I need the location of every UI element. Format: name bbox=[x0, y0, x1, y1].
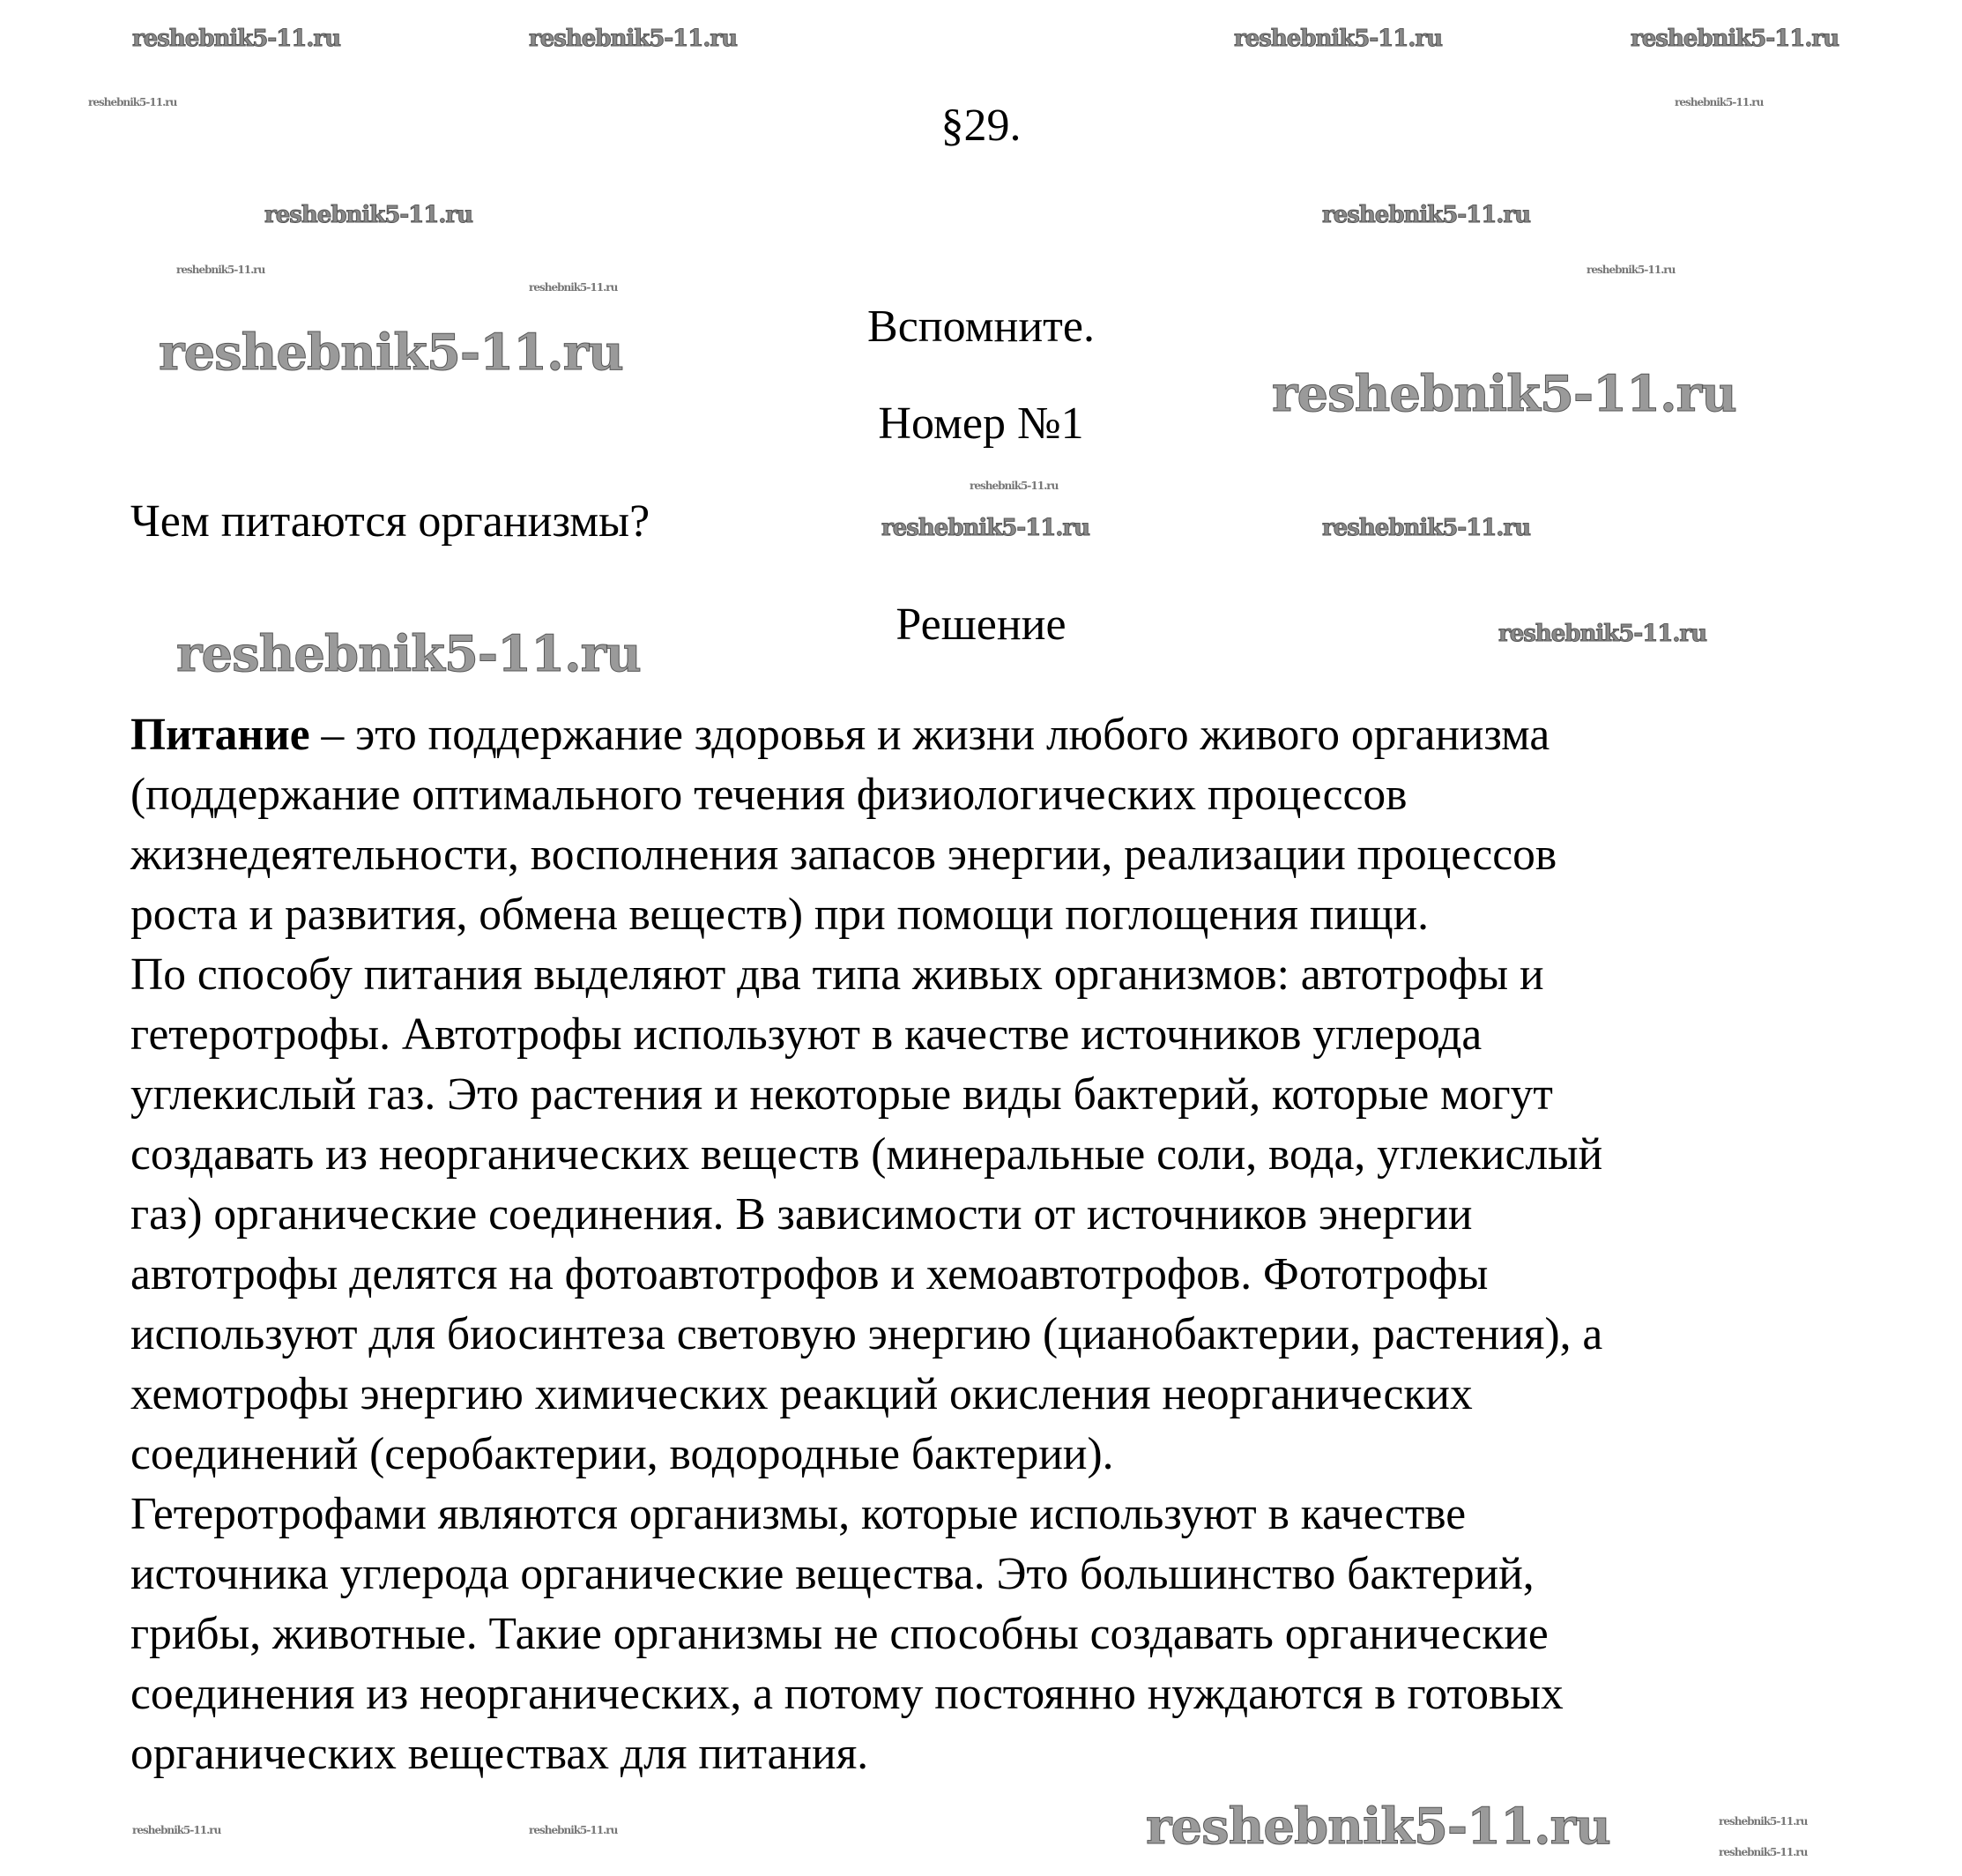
answer-line: используют для биосинтеза световую энергию (цианобактерии, растения), а bbox=[130, 1309, 1603, 1359]
watermark: reshebnik5-11.ru bbox=[529, 26, 738, 52]
watermark: reshebnik5-11.ru bbox=[1498, 621, 1707, 647]
answer-line: жизнедеятельности, восполнения запасов энергии, реализации процессов bbox=[130, 830, 1557, 880]
watermark: reshebnik5-11.ru bbox=[970, 480, 1059, 492]
watermark: reshebnik5-11.ru bbox=[176, 625, 641, 683]
watermark: reshebnik5-11.ru bbox=[176, 264, 265, 276]
answer-line: роста и развития, обмена веществ) при помощи поглощения пищи. bbox=[130, 890, 1430, 940]
watermark: reshebnik5-11.ru bbox=[1675, 96, 1764, 108]
answer-line: автотрофы делятся на фотоавтотрофов и хемоавтотрофов. Фототрофы bbox=[130, 1249, 1489, 1299]
watermark: reshebnik5-11.ru bbox=[1587, 264, 1676, 276]
watermark: reshebnik5-11.ru bbox=[1322, 202, 1531, 228]
line-text: – это поддержание здоровья и жизни любого живого организма bbox=[309, 710, 1550, 760]
solution-label: Решение bbox=[896, 599, 1066, 650]
watermark: reshebnik5-11.ru bbox=[1234, 26, 1443, 52]
watermark: reshebnik5-11.ru bbox=[529, 1824, 618, 1836]
watermark: reshebnik5-11.ru bbox=[1631, 26, 1839, 52]
bold-term: Питание bbox=[130, 710, 310, 760]
answer-line: газ) органические соединения. В зависимости от источников энергии bbox=[130, 1189, 1473, 1240]
answer-line: соединений (серобактерии, водородные бактерии). bbox=[130, 1429, 1114, 1479]
watermark: reshebnik5-11.ru bbox=[132, 26, 341, 52]
answer-line: Гетеротрофами являются организмы, которые используют в качестве bbox=[130, 1489, 1467, 1539]
answer-line: хемотрофы энергию химических реакций окисления неорганических bbox=[130, 1369, 1473, 1419]
watermark: reshebnik5-11.ru bbox=[1272, 365, 1736, 423]
answer-text bbox=[130, 705, 1602, 1784]
watermark: reshebnik5-11.ru bbox=[132, 1824, 221, 1836]
watermark: reshebnik5-11.ru bbox=[88, 96, 177, 108]
watermark: reshebnik5-11.ru bbox=[1322, 515, 1531, 541]
answer-line bbox=[130, 705, 1602, 765]
answer-line: (поддержание оптимального течения физиологических процессов bbox=[130, 770, 1408, 820]
section-number: §29. bbox=[940, 100, 1022, 151]
watermark: reshebnik5-11.ru bbox=[159, 324, 623, 382]
answer-line: создавать из неорганических веществ (минеральные соли, вода, углекислый bbox=[130, 1129, 1603, 1180]
watermark: reshebnik5-11.ru bbox=[264, 202, 473, 228]
answer-line: По способу питания выделяют два типа живых организмов: автотрофы и bbox=[130, 949, 1544, 1000]
answer-line: источника углерода органические вещества. Это большинство бактерий, bbox=[130, 1549, 1535, 1599]
watermark: reshebnik5-11.ru bbox=[1719, 1815, 1808, 1828]
question: Чем питаются организмы? bbox=[130, 496, 650, 547]
task-number: Номер №1 bbox=[878, 398, 1084, 449]
answer-line: органических веществах для питания. bbox=[130, 1729, 869, 1779]
watermark: reshebnik5-11.ru bbox=[1146, 1798, 1610, 1856]
watermark: reshebnik5-11.ru bbox=[1719, 1846, 1808, 1858]
watermark: reshebnik5-11.ru bbox=[529, 281, 618, 294]
heading: Вспомните. bbox=[867, 302, 1095, 352]
answer-line: грибы, животные. Такие организмы не способны создавать органические bbox=[130, 1609, 1549, 1659]
answer-line: углекислый газ. Это растения и некоторые виды бактерий, которые могут bbox=[130, 1069, 1553, 1120]
watermark: reshebnik5-11.ru bbox=[881, 515, 1090, 541]
answer-line: гетеротрофы. Автотрофы используют в качестве источников углерода bbox=[130, 1009, 1483, 1060]
answer-line: соединения из неорганических, а потому постоянно нуждаются в готовых bbox=[130, 1669, 1564, 1719]
